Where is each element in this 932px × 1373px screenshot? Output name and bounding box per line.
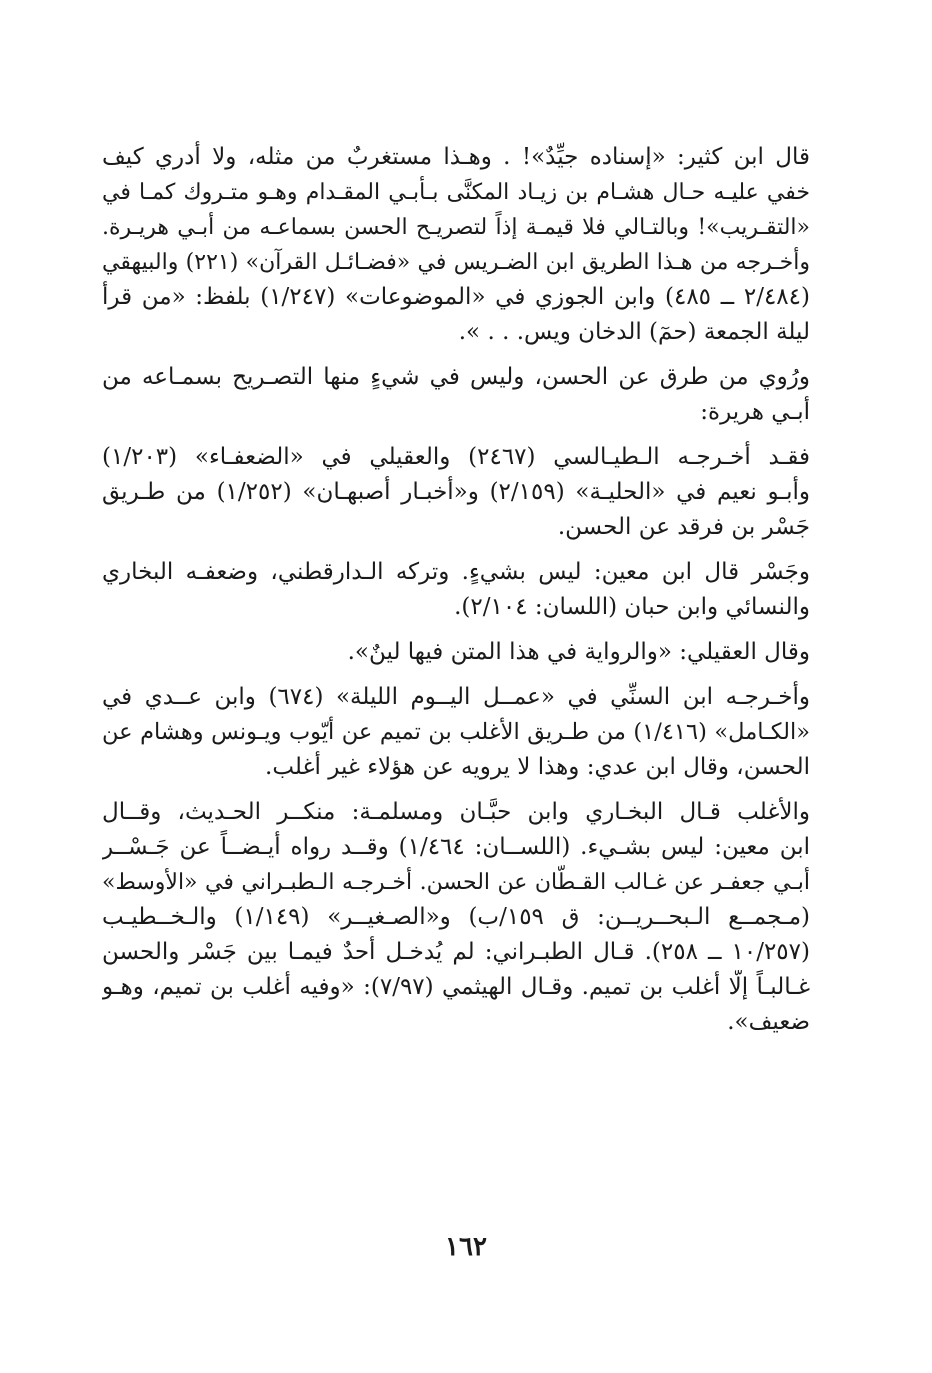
text-line: وقال العقيلي: «والرواية في هذا المتن فيها لينٌ». bbox=[347, 639, 810, 665]
text-line: ليلة الجمعة (حمٓ) الدخان ويس. . . ». bbox=[458, 319, 810, 345]
text-line: أبـي جعفـر عن غـالب القـطّان عن الحسن. أخـرجـه الـطبـراني في «الأوسط» bbox=[102, 870, 810, 895]
text-line: ابن معين: ليس بشـيء. (اللســان: ١/٤٦٤) وقــد رواه أيـضــاً عن جَـسْــر bbox=[102, 834, 810, 860]
paragraph-1 bbox=[102, 140, 810, 350]
text-line: (٢/٤٨٤ ــ ٤٨٥) وابن الجوزي في «الموضوعات» (١/٢٤٧) بلفظ: «من قرأ bbox=[102, 284, 810, 310]
text-line: وجَسْر قال ابن معين: ليس بشيءٍ. وتركه الـدارقطني، وضعفـه البخاري bbox=[102, 559, 810, 585]
paragraph-3 bbox=[102, 440, 810, 545]
text-line: «التقـريب»! وبالتـالي فلا قيمـة إذاً لتصريـح الحسن بسماعـه من أبـي هريـرة. bbox=[102, 215, 810, 240]
paragraph-6 bbox=[102, 680, 810, 785]
page-number: ١٦٢ bbox=[445, 1232, 487, 1262]
text-line: جَسْر بن فرقد عن الحسن. bbox=[557, 514, 810, 540]
text-line: والأغلب قـال البخـاري وابن حبَّـان ومسلمـة: منكــر الحـديث، وقــال bbox=[102, 799, 810, 825]
text-line: وأخـرجـه ابن السنِّي في «عمــل اليــوم الليلة» (٦٧٤) وابن عــدي في bbox=[102, 684, 810, 710]
paragraph-5 bbox=[102, 635, 810, 670]
text-line: الحسن، وقال ابن عدي: وهذا لا يرويه عن هؤلاء غير أغلب. bbox=[265, 754, 810, 780]
text-line: فقـد أخـرجـه الـطيـالسي (٢٤٦٧) والعقيلي في «الضعفـاء» (١/٢٠٣) bbox=[102, 444, 810, 470]
paragraph-4 bbox=[102, 555, 810, 625]
text-line: خفي عليـه حـال هشـام بن زيـاد المكنَّى بـأبـي المقـدام وهـو متـروك كمـا في bbox=[102, 180, 810, 205]
text-line: «الكـامل» (١/٤١٦) من طـريق الأغلب بن تميم عن أيّوب ويـونس وهشام عن bbox=[102, 719, 810, 745]
text-line: وأبـو نعيم في «الحليـة» (٢/١٥٩) و«أخبـار أصبهـان» (١/٢٥٢) من طـريق bbox=[102, 479, 810, 505]
paragraph-2 bbox=[102, 360, 810, 430]
text-line: غـالبـاً إلَّا أغلب بن تميم. وقـال الهيثمي (٧/٩٧): «وفيه أغلب بن تميم، وهـو bbox=[102, 974, 810, 1000]
text-line: (١٠/٢٥٧ ــ ٢٥٨). قـال الطبـراني: لم يُدخـل أحدٌ فيمـا بين جَسْر والحسن bbox=[102, 939, 810, 965]
text-line: أبـي هريرة: bbox=[700, 399, 810, 425]
text-line: وأخـرجه من هـذا الطريق ابن الضـريس في «فضـائـل القرآن» (٢٢١) والبيهقي bbox=[102, 250, 810, 275]
text-line: قال ابن كثير: «إسناده جيِّدٌ»! . وهـذا مستغربٌ من مثله، ولا أدري كيف bbox=[102, 144, 810, 170]
page-body bbox=[102, 140, 810, 1050]
text-line: ورُوي من طرق عن الحسن، وليس في شيءٍ منها التصـريح بسمـاعه من bbox=[102, 364, 810, 390]
text-line: (مـجمــع الـبحــريــن: ق ١٥٩/ب) و«الصـغيــر» (١/١٤٩) والـخــطيـب bbox=[102, 904, 810, 930]
text-line: ضعيف». bbox=[727, 1009, 810, 1035]
paragraph-7 bbox=[102, 795, 810, 1040]
text-line: والنسائي وابن حبان (اللسان: ٢/١٠٤). bbox=[454, 594, 810, 620]
